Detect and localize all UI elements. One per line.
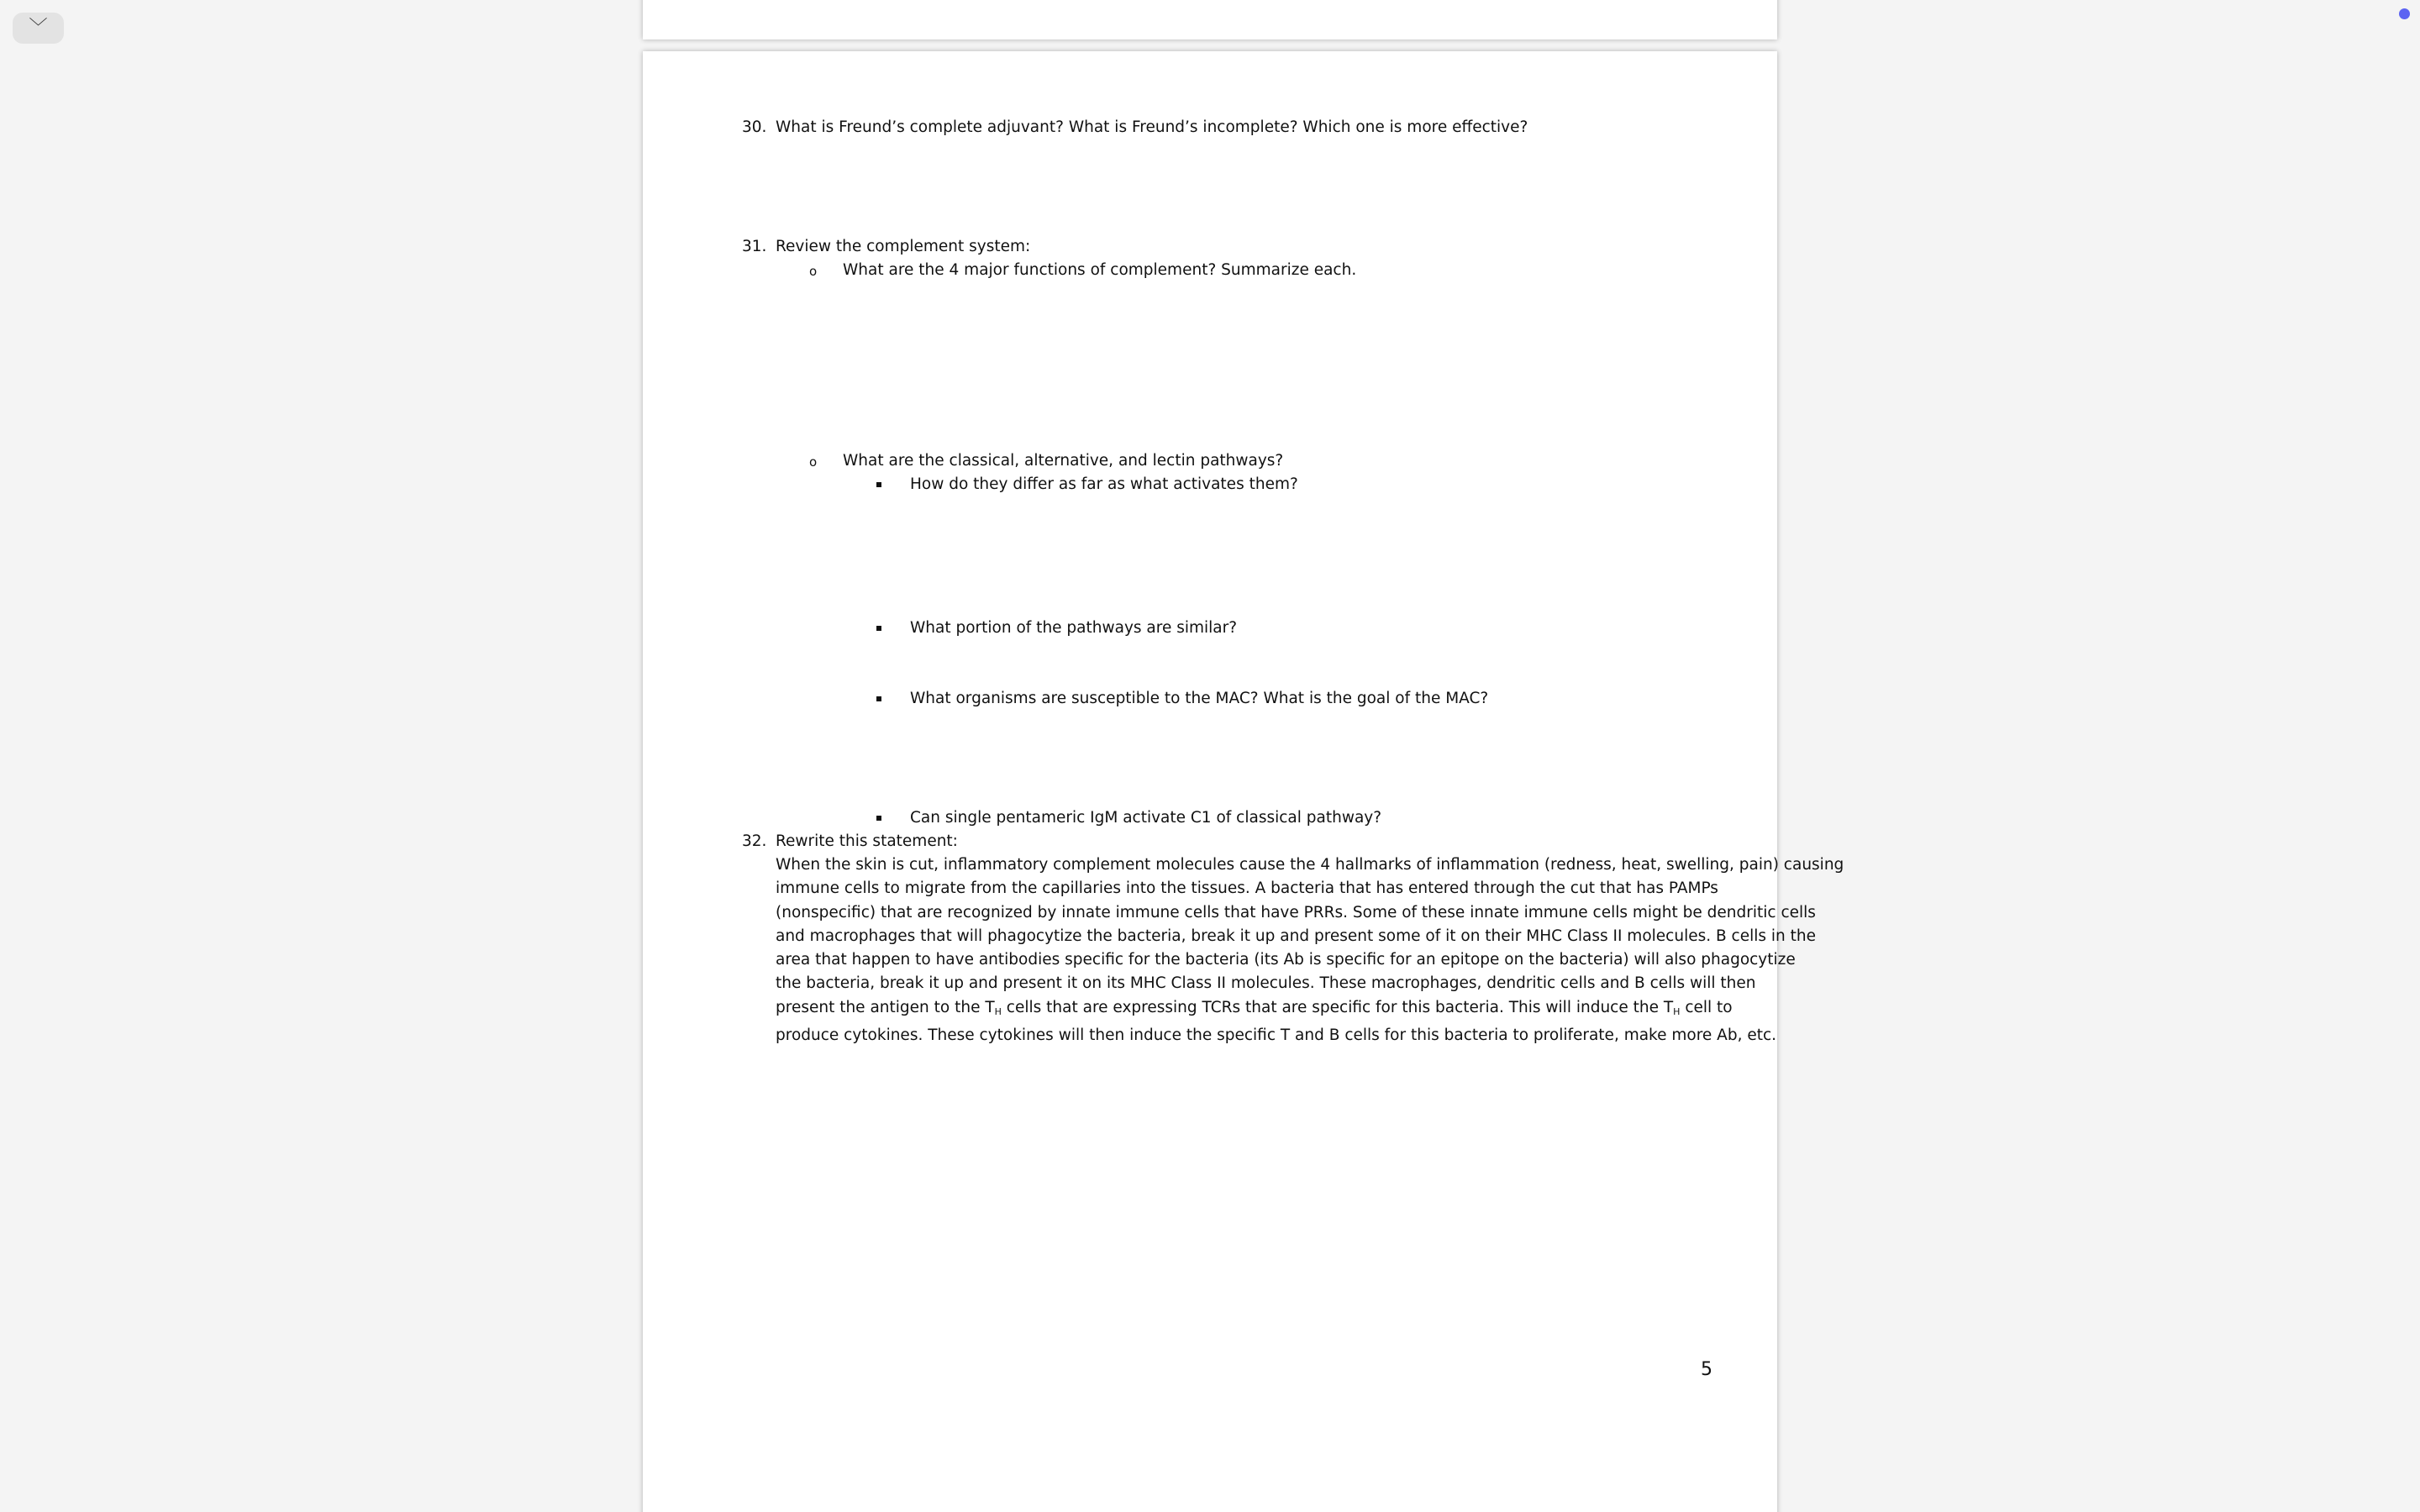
square-bullet-icon — [876, 482, 881, 487]
line-segment: cell to — [1680, 998, 1733, 1016]
bullet-text: How do they differ as far as what activates them? — [910, 475, 1298, 493]
square-bullet-icon — [876, 816, 881, 821]
paragraph-line — [776, 996, 1733, 1024]
subquestion-text: What are the classical, alternative, and lectin pathways? — [843, 452, 1284, 470]
chevron-down-icon: ﹀ — [29, 17, 48, 39]
subquestion-text: What are the 4 major functions of complement? Summarize each. — [843, 261, 1357, 279]
status-dot — [2399, 8, 2410, 19]
paragraph-line: When the skin is cut, inflammatory complement molecules cause the 4 hallmarks of inflammation (redness, heat, swelling, pain) causing — [776, 856, 1844, 874]
question-number: 32. — [742, 832, 767, 850]
paragraph-line: (nonspecific) that are recognized by innate immune cells that have PRRs. Some of these innate immune cells might be dendritic cells — [776, 903, 1816, 921]
subscript: H — [994, 1005, 1002, 1017]
question-number: 31. — [742, 238, 767, 255]
statement-paragraph — [776, 853, 1844, 1047]
bullet-text: Can single pentameric IgM activate C1 of classical pathway? — [910, 809, 1382, 827]
line-segment: cells that are expressing TCRs that are specific for this bacteria. This will induce the T — [1001, 998, 1674, 1016]
paragraph-line: produce cytokines. These cytokines will then induce the specific T and B cells for this bacteria to proliferate, make more Ab, etc. — [776, 1026, 1777, 1045]
circle-bullet-icon: o — [809, 454, 818, 470]
paragraph-line: and macrophages that will phagocytize the bacteria, break it up and present some of it on their MHC Class II molecules. B cells in the — [776, 927, 1817, 945]
paragraph-line: area that happen to have antibodies specific for the bacteria (its Ab is specific for an epitope on the bacteria) will also phagocytize — [776, 951, 1796, 969]
collapse-toolbar-button[interactable] — [13, 13, 64, 44]
page-number: 5 — [1701, 1359, 1712, 1380]
circle-bullet-icon: o — [809, 264, 818, 279]
question-text: What is Freund’s complete adjuvant? What is Freund’s incomplete? Which one is more effective? — [776, 118, 1528, 136]
paragraph-line: immune cells to migrate from the capillaries into the tissues. A bacteria that has entered through the cut that has PAMPs — [776, 879, 1718, 898]
paragraph-line: the bacteria, break it up and present it on its MHC Class II molecules. These macrophages, dendritic cells and B cells will then — [776, 974, 1756, 993]
previous-page — [643, 0, 1777, 39]
bullet-text: What organisms are susceptible to the MAC? What is the goal of the MAC? — [910, 690, 1489, 707]
question-number: 30. — [742, 118, 767, 136]
question-text: Rewrite this statement: — [776, 832, 958, 850]
question-text: Review the complement system: — [776, 238, 1031, 255]
square-bullet-icon — [876, 626, 881, 631]
subscript: H — [1673, 1005, 1681, 1017]
line-segment: present the antigen to the T — [776, 998, 995, 1016]
square-bullet-icon — [876, 696, 881, 701]
bullet-text: What portion of the pathways are similar? — [910, 619, 1238, 637]
